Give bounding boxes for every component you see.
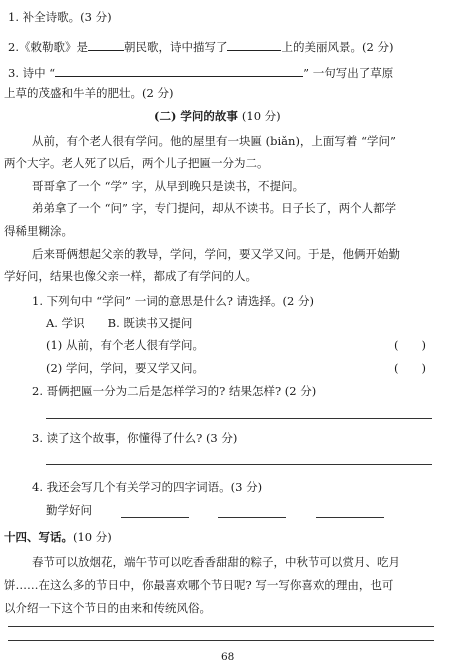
section2-score: (10 分) (241, 109, 281, 123)
q1-item3-part-a: 3. 诗中 “ (8, 66, 56, 80)
section14-score: (10 分) (73, 530, 112, 544)
answer-line-q2[interactable] (46, 418, 432, 419)
q1-item3-part-b: ” 一句写出了草原 (303, 66, 394, 80)
question-1-sentence-2: (2) 学问，学问，要又学又问。 (46, 361, 204, 375)
writing-line-2[interactable] (8, 640, 434, 641)
q1-item2 (8, 39, 393, 54)
question-1-sentence-1: (1) 从前，有个老人很有学问。 (46, 338, 204, 352)
question-1-options: A. 学识 B. 既读书又提问 (46, 316, 193, 330)
answer-paren-2[interactable]: ( ) (394, 361, 426, 375)
passage-p3-line2: 得稀里糊涂。 (4, 224, 73, 238)
section2-title (154, 111, 281, 123)
answer-line-q3[interactable] (46, 464, 432, 465)
page-number: 68 (221, 651, 235, 663)
idiom-example: 勤学好问 (46, 503, 92, 517)
writing-prompt-line3: 以介绍一下这个节日的由来和传统风俗。 (4, 601, 211, 615)
section2-title-text: (二) 学问的故事 (154, 109, 238, 123)
idiom-blank-1[interactable] (121, 517, 189, 518)
dynasty-blank[interactable] (88, 39, 124, 51)
q1-item3-line2: 上草的茂盛和牛羊的肥壮。(2 分) (4, 86, 174, 100)
question-1: 1. 下列句中 “学问” 一词的意思是什么? 请选择。(2 分) (32, 294, 314, 308)
question-3: 3. 读了这个故事，你懂得了什么? (3 分) (32, 431, 238, 445)
q1-item2-part-c: 上的美丽风景。(2 分) (281, 40, 394, 54)
place-blank[interactable] (227, 39, 281, 51)
poem-line-blank[interactable] (55, 65, 303, 77)
passage-p3-line1: 弟弟拿了一个 “问” 字，专门提问，却从不读书。日子长了，两个人都学 (32, 201, 397, 215)
q1-item2-part-b: 朝民歌，诗中描写了 (123, 40, 228, 54)
writing-prompt-line2: 饼……在这么多的节日中，你最喜欢哪个节日呢? 写一写你喜欢的理由，也可 (4, 578, 394, 592)
answer-paren-1[interactable]: ( ) (394, 338, 426, 352)
passage-p4-line2: 学好问，结果也像父亲一样，都成了有学问的人。 (4, 269, 257, 283)
question-2: 2. 哥俩把匾一分为二后是怎样学习的? 结果怎样? (2 分) (32, 384, 317, 398)
writing-line-1[interactable] (8, 626, 434, 627)
idiom-blank-3[interactable] (316, 517, 384, 518)
writing-prompt-line1: 春节可以放烟花，端午节可以吃香香甜甜的粽子，中秋节可以赏月、吃月 (32, 555, 400, 569)
section14-title-text: 十四、写话。 (4, 530, 73, 544)
passage-p2: 哥哥拿了一个 “学” 字，从早到晚只是读书，不提问。 (32, 179, 305, 193)
q1-item1: 1. 补全诗歌。(3 分) (8, 10, 112, 24)
idiom-blank-2[interactable] (218, 517, 286, 518)
passage-p1-line2: 两个大字。老人死了以后，两个儿子把匾一分为二。 (4, 156, 269, 170)
passage-p1-line1: 从前，有个老人很有学问。他的屋里有一块匾 (biǎn)，上面写着 “学问” (32, 134, 396, 148)
question-4: 4. 我还会写几个有关学习的四字词语。(3 分) (32, 480, 263, 494)
q1-item2-part-a: 2.《敕勒歌》是 (8, 40, 88, 54)
q1-item3-line1 (8, 65, 393, 80)
section14-title (4, 532, 112, 544)
passage-p4-line1: 后来哥俩想起父亲的教导，学问，学问，要又学又问。于是，他俩开始勤 (32, 247, 400, 261)
